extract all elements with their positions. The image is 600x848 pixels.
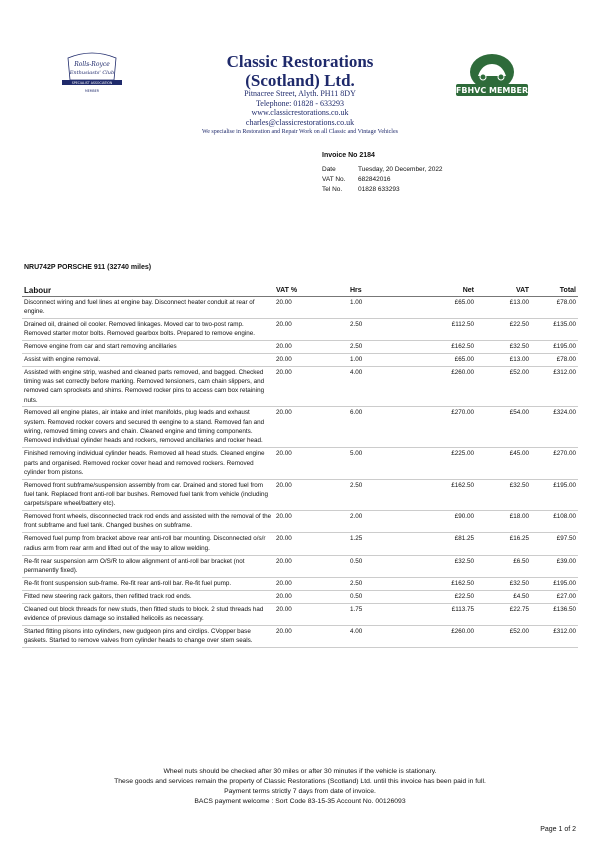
- row-description: Removed front subframe/suspension assembly from car. Drained and stored fuel from fuel tank. Replaced front anti-roll bar bushes. Removed fuel tank from vehicle (including carpets/spare wheel/battery etc).: [22, 479, 274, 510]
- footer-payment-terms: Payment terms strictly 7 days from date of invoice.: [224, 788, 376, 795]
- row-description: Finished removing individual cylinder heads. Removed all head studs. Cleaned engine parts and organised. Removed rocker cover head and removed rockers. Removed cylinder from pistons.: [22, 448, 274, 479]
- row-vat-percent: 20.00: [274, 296, 348, 318]
- row-total: £312.00: [531, 366, 578, 407]
- row-vat-amount: £13.00: [476, 353, 531, 366]
- row-vat-amount: £32.50: [476, 340, 531, 353]
- row-total: £136.50: [531, 603, 578, 625]
- footer-ownership-note: These goods and services remain the property of Classic Restorations (Scotland) Ltd. until this invoice has been paid in full.: [114, 778, 486, 785]
- row-total: £270.00: [531, 448, 578, 479]
- row-vat-percent: 20.00: [274, 318, 348, 340]
- footer-wheel-nuts-note: Wheel nuts should be checked after 30 miles or after 30 minutes if the vehicle is stationary.: [163, 768, 437, 775]
- col-header-labour: Labour: [22, 286, 274, 296]
- row-vat-percent: 20.00: [274, 625, 348, 647]
- row-hours: 2.00: [348, 511, 422, 533]
- letterhead: [0, 0, 600, 150]
- row-vat-percent: 20.00: [274, 479, 348, 510]
- invoice-vat-number: 682842016: [358, 176, 391, 183]
- row-description: Removed fuel pump from bracket above rear anti-roll bar mounting. Disconnected o/s/r radius arm from rear arm and lifted out of the way to allow welding.: [22, 533, 274, 555]
- table-row: [22, 603, 578, 625]
- row-net: £270.00: [422, 407, 476, 448]
- table-row: [22, 577, 578, 590]
- company-name-line2: (Scotland) Ltd.: [245, 71, 355, 90]
- row-description: Fitted new steering rack gaitors, then refitted track rod ends.: [22, 590, 274, 603]
- col-header-vat-percent: VAT %: [274, 286, 348, 296]
- row-hours: 1.00: [348, 353, 422, 366]
- company-name-line1: Classic Restorations: [226, 52, 374, 71]
- row-hours: 2.50: [348, 577, 422, 590]
- page-number: Page 1 of 2: [540, 826, 576, 833]
- company-name: [150, 52, 450, 90]
- row-description: Drained oil, drained oil cooler. Removed linkages. Moved car to two-post ramp. Removed starter motor bolts. Removed gearbox bolts. Prepared to remove engine.: [22, 318, 274, 340]
- invoice-details: [322, 152, 443, 195]
- row-net: £162.50: [422, 479, 476, 510]
- row-net: £260.00: [422, 625, 476, 647]
- row-net: £162.50: [422, 577, 476, 590]
- row-total: £195.00: [531, 577, 578, 590]
- row-net: £225.00: [422, 448, 476, 479]
- row-hours: 0.50: [348, 555, 422, 577]
- company-website: www.classicrestorations.co.uk: [251, 108, 349, 117]
- row-vat-percent: 20.00: [274, 511, 348, 533]
- svg-text:MEMBER: MEMBER: [85, 89, 99, 93]
- row-hours: 2.50: [348, 479, 422, 510]
- invoice-vat-label: VAT No.: [322, 176, 346, 183]
- row-hours: 4.00: [348, 366, 422, 407]
- col-header-vat: VAT: [476, 286, 531, 296]
- row-vat-amount: £32.50: [476, 479, 531, 510]
- row-net: £32.50: [422, 555, 476, 577]
- row-net: £22.50: [422, 590, 476, 603]
- row-total: £312.00: [531, 625, 578, 647]
- labour-rows: [22, 296, 578, 647]
- row-net: £260.00: [422, 366, 476, 407]
- company-telephone: Telephone: 01828 - 633293: [255, 98, 345, 108]
- table-row: [22, 353, 578, 366]
- row-description: Started fitting pisons into cylinders, new gudgeon pins and circlips. CVopper base gaskets. Started to remove valves from cylinder heads to change over stem seals.: [22, 625, 274, 647]
- row-description: Removed all engine plates, air intake and inlet manifolds, plug leads and exhaust system. Removed rocker covers and secured th eengine to a stand. Removed fan and wiring, removed timing covers and chain. Cleaned engine and timing components. Removed individual cylinder heads and rockers, removed ancillaries and rocker head.: [22, 407, 274, 448]
- row-hours: 2.50: [348, 340, 422, 353]
- row-description: Re-fit rear suspension arm O/S/R to allow alignment of anti-roll bar bracket (not permanently fixed).: [22, 555, 274, 577]
- row-total: £39.00: [531, 555, 578, 577]
- rolls-royce-club-logo: [58, 50, 126, 98]
- row-vat-percent: 20.00: [274, 340, 348, 353]
- fbhvc-member-badge: [452, 50, 532, 98]
- row-total: £78.00: [531, 296, 578, 318]
- invoice-date: Tuesday, 20 December, 2022: [358, 166, 443, 173]
- table-row: [22, 625, 578, 647]
- row-description: Removed front wheels, disconnected track rod ends and assisted with the removal of the front subframe and fuel tank. Changed bushes on subframe.: [22, 511, 274, 533]
- row-net: £112.50: [422, 318, 476, 340]
- table-header-row: [22, 286, 578, 296]
- svg-text:Enthusiasts' Club: Enthusiasts' Club: [69, 70, 115, 76]
- table-row: [22, 590, 578, 603]
- row-vat-percent: 20.00: [274, 577, 348, 590]
- row-net: £113.75: [422, 603, 476, 625]
- company-address: Pitnacree Street, Alyth. PH11 8DY: [244, 89, 356, 98]
- invoice-date-label: Date: [322, 166, 336, 173]
- row-vat-percent: 20.00: [274, 448, 348, 479]
- svg-text:Rolls-Royce: Rolls-Royce: [74, 61, 110, 68]
- row-description: Cleaned out block threads for new studs, then fitted studs to block. 2 stud threads had evidence of previous damage so installed helicoils as necessary.: [22, 603, 274, 625]
- vehicle-description: NRU742P PORSCHE 911 (32740 miles): [24, 264, 152, 271]
- row-vat-amount: £52.00: [476, 366, 531, 407]
- table-row: [22, 407, 578, 448]
- row-vat-amount: £22.75: [476, 603, 531, 625]
- row-net: £81.25: [422, 533, 476, 555]
- row-hours: 1.25: [348, 533, 422, 555]
- row-total: £195.00: [531, 340, 578, 353]
- row-vat-percent: 20.00: [274, 590, 348, 603]
- svg-text:SPECIALIST ASSOCIATION: SPECIALIST ASSOCIATION: [71, 81, 113, 85]
- invoice-tel-row: [322, 185, 443, 195]
- row-total: £108.00: [531, 511, 578, 533]
- row-hours: 1.00: [348, 296, 422, 318]
- row-hours: 5.00: [348, 448, 422, 479]
- row-vat-percent: 20.00: [274, 555, 348, 577]
- row-vat-amount: £16.25: [476, 533, 531, 555]
- row-hours: 1.75: [348, 603, 422, 625]
- row-description: Assist with engine removal.: [22, 353, 274, 366]
- row-description: Remove engine from car and start removing ancillaries: [22, 340, 274, 353]
- row-total: £97.50: [531, 533, 578, 555]
- table-row: [22, 340, 578, 353]
- row-total: £195.00: [531, 479, 578, 510]
- row-hours: 4.00: [348, 625, 422, 647]
- invoice-vat-row: [322, 175, 443, 185]
- row-description: Assisted with engine strip, washed and cleaned parts removed, and bagged. Checked timing was set correctly before marking. Removed tensioners, cam chain slippers, and removed cam sprockets and shims. Removed rocker pins to access cam box retaining nuts.: [22, 366, 274, 407]
- row-vat-amount: £18.00: [476, 511, 531, 533]
- row-vat-percent: 20.00: [274, 407, 348, 448]
- row-description: Re-fit front suspension sub-frame. Re-fit rear anti-roll bar. Re-fit fuel pump.: [22, 577, 274, 590]
- table-row: [22, 479, 578, 510]
- table-row: [22, 318, 578, 340]
- row-description: Disconnect wiring and fuel lines at engine bay. Disconnect heater conduit at rear of engine.: [22, 296, 274, 318]
- row-vat-amount: £13.00: [476, 296, 531, 318]
- row-net: £65.00: [422, 353, 476, 366]
- row-vat-percent: 20.00: [274, 533, 348, 555]
- col-header-hours: Hrs: [348, 286, 422, 296]
- table-row: [22, 555, 578, 577]
- footer-bacs-details: BACS payment welcome : Sort Code 83-15-35 Account No. 00126093: [194, 798, 406, 805]
- row-net: £90.00: [422, 511, 476, 533]
- row-total: £324.00: [531, 407, 578, 448]
- row-total: £27.00: [531, 590, 578, 603]
- col-header-net: Net: [422, 286, 476, 296]
- row-hours: 2.50: [348, 318, 422, 340]
- company-contact: [150, 89, 450, 127]
- table-row: [22, 511, 578, 533]
- invoice-number: Invoice No 2184: [322, 152, 375, 159]
- row-vat-percent: 20.00: [274, 603, 348, 625]
- row-vat-amount: £45.00: [476, 448, 531, 479]
- invoice-tel-label: Tel No.: [322, 186, 343, 193]
- row-total: £78.00: [531, 353, 578, 366]
- row-hours: 6.00: [348, 407, 422, 448]
- row-vat-percent: 20.00: [274, 366, 348, 407]
- row-vat-amount: £32.50: [476, 577, 531, 590]
- svg-text:FBHVC MEMBER: FBHVC MEMBER: [455, 86, 529, 95]
- row-vat-amount: £54.00: [476, 407, 531, 448]
- table-row: [22, 448, 578, 479]
- row-net: £65.00: [422, 296, 476, 318]
- table-row: [22, 366, 578, 407]
- company-email: charles@classicrestorations.co.uk: [245, 117, 355, 127]
- invoice-telephone: 01828 633293: [358, 186, 400, 193]
- labour-table: [22, 286, 578, 648]
- row-total: £135.00: [531, 318, 578, 340]
- invoice-footer: [0, 767, 600, 807]
- row-net: £162.50: [422, 340, 476, 353]
- table-row: [22, 296, 578, 318]
- row-vat-percent: 20.00: [274, 353, 348, 366]
- row-vat-amount: £6.50: [476, 555, 531, 577]
- row-vat-amount: £52.00: [476, 625, 531, 647]
- table-row: [22, 533, 578, 555]
- company-tagline: We specialise in Restoration and Repair Work on all Classic and Vintage Vehicles: [202, 129, 398, 135]
- row-vat-amount: £22.50: [476, 318, 531, 340]
- row-vat-amount: £4.50: [476, 590, 531, 603]
- row-hours: 0.50: [348, 590, 422, 603]
- col-header-total: Total: [531, 286, 578, 296]
- invoice-date-row: [322, 165, 443, 175]
